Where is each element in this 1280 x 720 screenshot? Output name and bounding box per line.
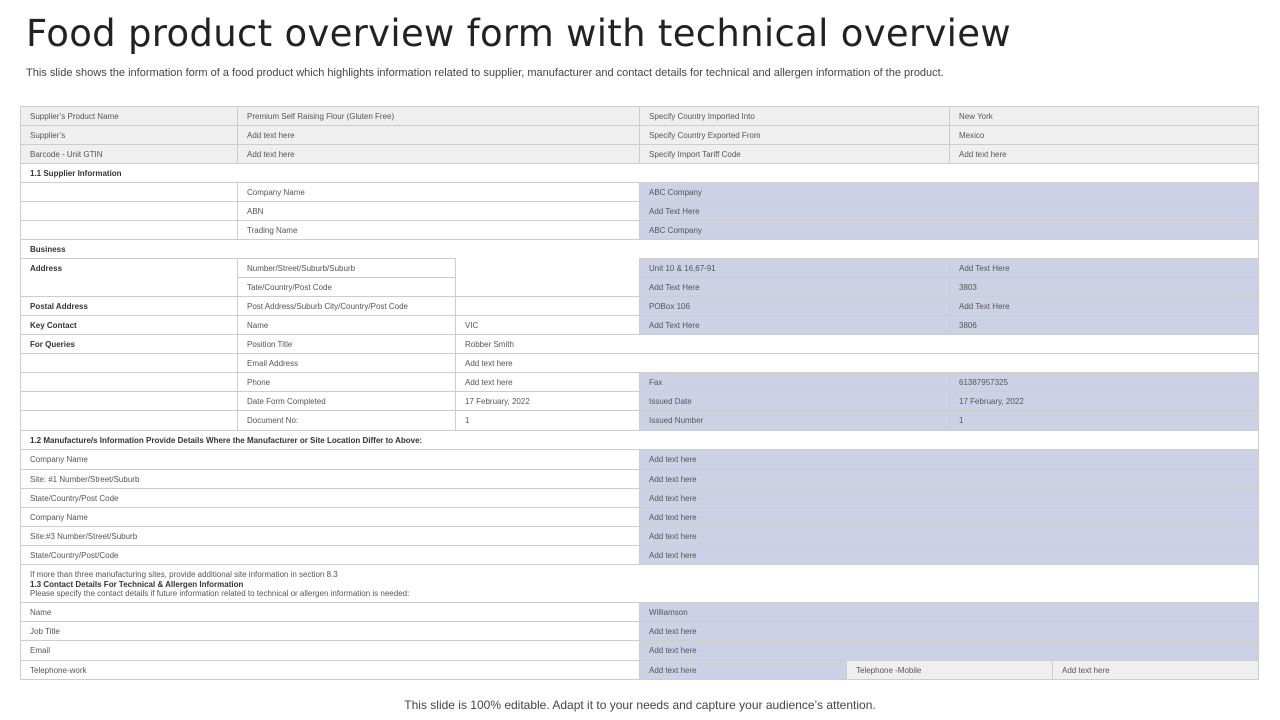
issued-date-label: Issued Date xyxy=(639,391,950,411)
suppliers-label: Supplier’s xyxy=(20,125,238,145)
blank-cell xyxy=(20,410,238,431)
country-imported-label: Specify Country Imported Into xyxy=(639,106,950,126)
address-street-value[interactable]: Unit 10 & 16,67-91 xyxy=(639,258,950,278)
blank-cell xyxy=(20,372,238,392)
issued-number-value[interactable]: 1 xyxy=(949,410,1259,431)
manufacturer-heading: 1.2 Manufacture/s Information Provide Details Where the Manufacturer or Site Location Differ to Above: xyxy=(20,430,1259,450)
page-title: Food product overview form with technical overview xyxy=(26,12,1011,55)
postal-address-value[interactable]: POBox 106 xyxy=(639,296,950,316)
page-subtitle: This slide shows the information form of a food product which highlights information related to supplier, manufacturer and contact details for technical and allergen information of the product. xyxy=(26,67,944,79)
contact-details-block xyxy=(20,564,1259,603)
position-title-field: Position Title xyxy=(237,334,456,354)
key-contact-value2[interactable]: 3806 xyxy=(949,315,1259,335)
postal-address-label: Postal Address xyxy=(20,296,238,316)
barcode-value[interactable]: Add text here xyxy=(237,144,640,164)
for-queries-label: For Queries xyxy=(20,334,238,354)
postal-address-value2[interactable]: Add Text Here xyxy=(949,296,1259,316)
suppliers-value[interactable]: Add text here xyxy=(237,125,640,145)
manufacturer-value[interactable]: Add text here xyxy=(639,488,1259,508)
position-title-value[interactable]: Robber Smith xyxy=(455,334,1259,354)
key-contact-mid[interactable]: VIC xyxy=(455,315,640,335)
address-state-field: Tate/Country/Post Code xyxy=(237,277,456,297)
manufacturer-value[interactable]: Add text here xyxy=(639,469,1259,489)
abn-value[interactable]: Add Text Here xyxy=(639,201,1259,221)
fax-label: Fax xyxy=(639,372,950,392)
postal-address-field: Post Address/Suburb City/Country/Post Code xyxy=(237,296,456,316)
manufacturer-label: State/Country/Post Code xyxy=(20,488,640,508)
blank-cell xyxy=(20,182,238,202)
import-tariff-label: Specify Import Tariff Code xyxy=(639,144,950,164)
telephone-mobile-value[interactable]: Add text here xyxy=(1052,660,1259,680)
contact-name-label: Name xyxy=(20,602,640,622)
address-label: Address xyxy=(20,258,238,297)
manufacturer-label: State/Country/Post/Code xyxy=(20,545,640,565)
business-heading: Business xyxy=(20,239,1259,259)
key-contact-value[interactable]: Add Text Here xyxy=(639,315,950,335)
product-name-value[interactable]: Premium Self Raising Flour (Gluten Free) xyxy=(237,106,640,126)
blank-cell xyxy=(20,391,238,411)
job-title-label: Job Title xyxy=(20,621,640,641)
company-name-value[interactable]: ABC Company xyxy=(639,182,1259,202)
country-imported-value[interactable]: New York xyxy=(949,106,1259,126)
contact-details-heading: 1.3 Contact Details For Technical & Allergen Information xyxy=(30,579,244,589)
manufacturer-label: Site:#3 Number/Street/Suburb xyxy=(20,526,640,546)
issued-date-value[interactable]: 17 February, 2022 xyxy=(949,391,1259,411)
manufacturer-label: Site: #1 Number/Street/Suburb xyxy=(20,469,640,489)
contact-note-sites: If more than three manufacturing sites, provide additional site information in section 8.3 xyxy=(30,570,338,579)
blank-cell xyxy=(20,220,238,240)
date-completed-value[interactable]: 17 February, 2022 xyxy=(455,391,640,411)
telephone-mobile-label: Telephone -Mobile xyxy=(846,660,1053,680)
address-state-value[interactable]: Add Text Here xyxy=(639,277,950,297)
fax-value[interactable]: 61387957325 xyxy=(949,372,1259,392)
manufacturer-value[interactable]: Add text here xyxy=(639,449,1259,470)
manufacturer-value[interactable]: Add text here xyxy=(639,545,1259,565)
date-completed-field: Date Form Completed xyxy=(237,391,456,411)
job-title-value[interactable]: Add text here xyxy=(639,621,1259,641)
supplier-info-heading: 1.1 Supplier Information xyxy=(20,163,1259,183)
contact-note-specify: Please specify the contact details if future information related to technical or allergen information is needed: xyxy=(30,589,410,598)
address-street-value2[interactable]: Add Text Here xyxy=(949,258,1259,278)
country-exported-value[interactable]: Mexico xyxy=(949,125,1259,145)
phone-field: Phone xyxy=(237,372,456,392)
company-name-label: Company Name xyxy=(237,182,640,202)
trading-name-value[interactable]: ABC Company xyxy=(639,220,1259,240)
product-name-label: Supplier’s Product Name xyxy=(20,106,238,126)
address-state-value2[interactable]: 3803 xyxy=(949,277,1259,297)
issued-number-label: Issued Number xyxy=(639,410,950,431)
telephone-work-value[interactable]: Add text here xyxy=(639,660,847,680)
trading-name-label: Trading Name xyxy=(237,220,640,240)
contact-name-value[interactable]: Williamson xyxy=(639,602,1259,622)
email-address-field: Email Address xyxy=(237,353,456,373)
document-no-field: Document No: xyxy=(237,410,456,431)
manufacturer-value[interactable]: Add text here xyxy=(639,526,1259,546)
email-address-value[interactable]: Add text here xyxy=(455,353,1259,373)
contact-email-value[interactable]: Add text here xyxy=(639,640,1259,661)
manufacturer-label: Company Name xyxy=(20,449,640,470)
abn-label: ABN xyxy=(237,201,640,221)
barcode-label: Barcode - Unit GTIN xyxy=(20,144,238,164)
address-street-field: Number/Street/Suburb/Suburb xyxy=(237,258,456,278)
country-exported-label: Specify Country Exported From xyxy=(639,125,950,145)
manufacturer-value[interactable]: Add text here xyxy=(639,507,1259,527)
blank-cell xyxy=(455,258,640,297)
phone-value[interactable]: Add text here xyxy=(455,372,640,392)
blank-cell xyxy=(455,296,640,316)
import-tariff-value[interactable]: Add text here xyxy=(949,144,1259,164)
blank-cell xyxy=(20,353,238,373)
telephone-work-label: Telephone-work xyxy=(20,660,640,680)
manufacturer-label: Company Name xyxy=(20,507,640,527)
contact-email-label: Email xyxy=(20,640,640,661)
key-contact-label: Key Contact xyxy=(20,315,238,335)
key-contact-field: Name xyxy=(237,315,456,335)
document-no-value[interactable]: 1 xyxy=(455,410,640,431)
footer-note: This slide is 100% editable. Adapt it to your needs and capture your audience’s attention. xyxy=(404,698,876,712)
blank-cell xyxy=(20,201,238,221)
